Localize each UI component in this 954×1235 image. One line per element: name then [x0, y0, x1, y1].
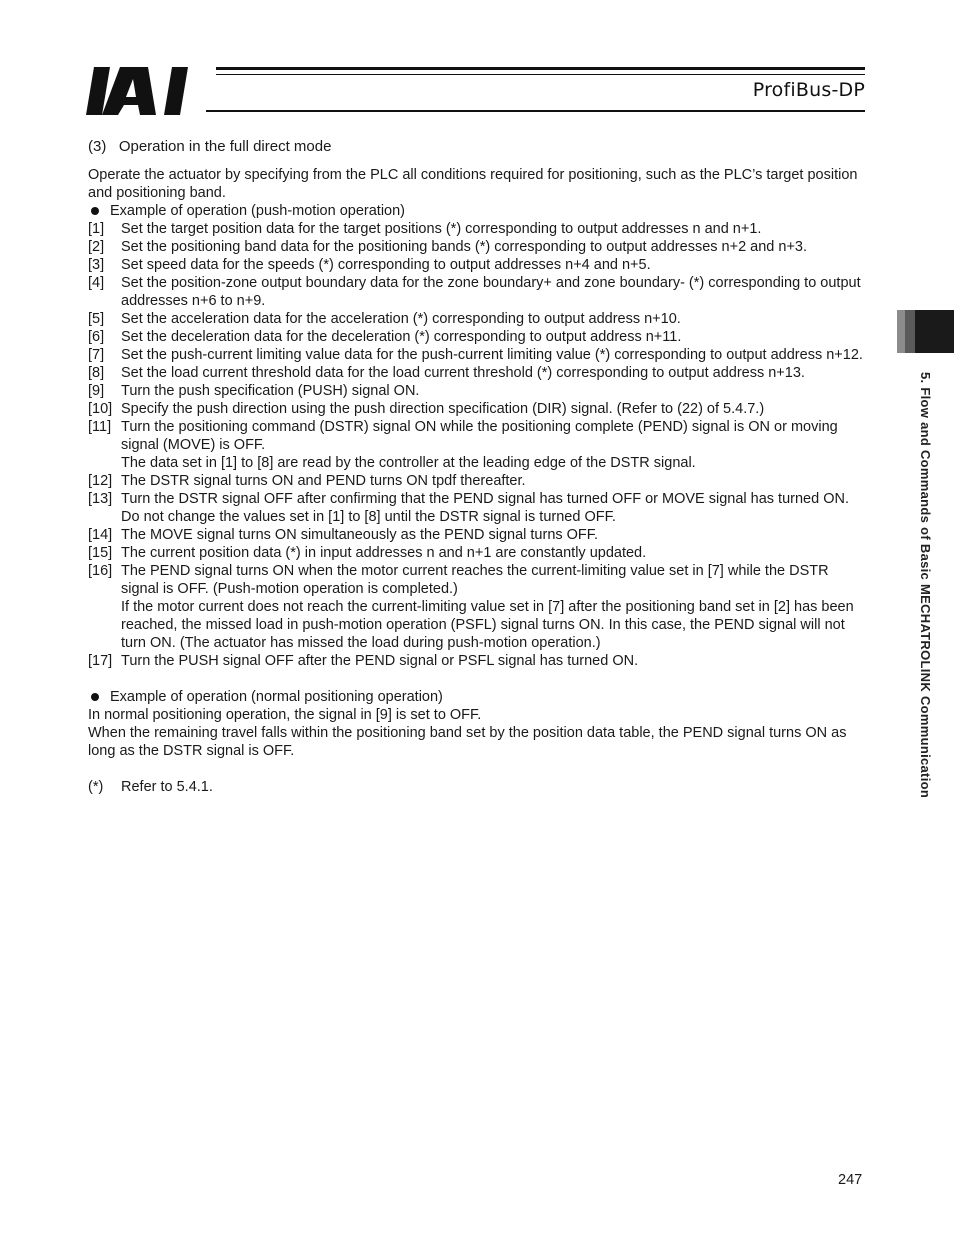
step-item [88, 472, 868, 490]
step-number: [7] [88, 347, 105, 363]
step-number: [1] [88, 221, 105, 237]
header-rule-top [216, 67, 865, 70]
footnote [88, 778, 868, 796]
step-number: [8] [88, 365, 105, 381]
bullet-icon [88, 688, 110, 706]
product-name: ProfiBus-DP [752, 79, 865, 101]
step-item [88, 652, 868, 670]
step-item [88, 328, 868, 346]
step-text: The current position data (*) in input addresses n and n+1 are constantly updated. [121, 545, 647, 561]
step-text: Turn the PUSH signal OFF after the PEND signal or PSFL signal has turned ON. [121, 653, 639, 669]
example-normal-heading [88, 688, 868, 706]
step-text: The DSTR signal turns ON and PEND turns ON tpdf thereafter. [121, 473, 526, 489]
step-item [88, 274, 868, 310]
chapter-side-label: 5. Flow and Commands of Basic MECHATROLINK Communication [918, 372, 933, 799]
normal-paragraph-1: In normal positioning operation, the signal in [9] is set to OFF. [88, 707, 482, 723]
step-text: Set the positioning band data for the positioning bands (*) corresponding to output addresses n+2 and n+3. [121, 239, 808, 255]
step-text: Set the position-zone output boundary data for the zone boundary+ and zone boundary- (*) corresponding to output addresses n+6 to n+9. [121, 275, 861, 309]
step-item [88, 364, 868, 382]
step-number: [4] [88, 275, 105, 291]
step-number: [12] [88, 473, 113, 489]
step-item [88, 490, 868, 526]
step-text: Set the acceleration data for the acceleration (*) corresponding to output address n+10. [121, 311, 681, 327]
step-number: [14] [88, 527, 113, 543]
step-item [88, 310, 868, 328]
normal-paragraph-2: When the remaining travel falls within the positioning band set by the position data table, the PEND signal turns ON as long as the DSTR signal is OFF. [88, 725, 847, 759]
step-text: Set the load current threshold data for the load current threshold (*) corresponding to output address n+13. [121, 365, 805, 381]
step-item [88, 346, 868, 364]
step-item [88, 562, 868, 598]
step-item [88, 418, 868, 454]
section-title: (3) Operation in the full direct mode [88, 138, 332, 155]
step-number: [15] [88, 545, 113, 561]
step-item [88, 526, 868, 544]
step-item [88, 220, 868, 238]
header-rule-bottom [206, 110, 865, 112]
step-text: The PEND signal turns ON when the motor current reaches the current-limiting value set in [7] while the DSTR signal is OFF. (Push-motion operation is completed.) [121, 563, 829, 597]
step-number: [9] [88, 383, 105, 399]
step-text: Set speed data for the speeds (*) corresponding to output addresses n+4 and n+5. [121, 257, 651, 273]
step-text: Turn the push specification (PUSH) signal ON. [121, 383, 420, 399]
step-number: [10] [88, 401, 113, 417]
step-number: [3] [88, 257, 105, 273]
step-text: Set the push-current limiting value data for the push-current limiting value (*) corresponding to output address n+12. [121, 347, 863, 363]
footnote-text: Refer to 5.4.1. [121, 779, 213, 795]
step-text: Specify the push direction using the push direction specification (DIR) signal. (Refer to (22) of 5.4.7.) [121, 401, 765, 417]
step-item [88, 382, 868, 400]
step-number: [2] [88, 239, 105, 255]
step-number: [13] [88, 491, 113, 507]
header-rule-thin [216, 74, 865, 75]
bullet-icon [88, 202, 110, 220]
step-text: Turn the positioning command (DSTR) signal ON while the positioning complete (PEND) signal is ON or moving signal (MOVE) is OFF. [121, 419, 838, 453]
step-number: [16] [88, 563, 113, 579]
step-text: Set the target position data for the target positions (*) corresponding to output addresses n and n+1. [121, 221, 762, 237]
step-item [88, 400, 868, 418]
intro-paragraph: Operate the actuator by specifying from the PLC all conditions required for positioning, such as the PLC’s target position and positioning band. [88, 167, 858, 201]
document-body [88, 166, 868, 796]
chapter-tab [897, 310, 954, 353]
footnote-mark: (*) [88, 779, 104, 795]
page-number: 247 [838, 1172, 863, 1188]
step-number: [17] [88, 653, 113, 669]
step-item [88, 256, 868, 274]
iai-logo [86, 67, 208, 115]
step-note: If the motor current does not reach the current-limiting value set in [7] after the positioning band set in [2] has been reached, the missed load in push-motion operation (PSFL) signal turns ON. In this case, the PEND signal will not turn ON. (The actuator has missed the load during push-motion operation.) [121, 599, 854, 651]
step-text: Turn the DSTR signal OFF after confirming that the PEND signal has turned OFF or MOVE signal has turned ON. Do not change the values set in [1] to [8] until the DSTR signal is turned OFF. [121, 491, 849, 525]
step-number: [11] [88, 419, 112, 435]
example-normal-title: Example of operation (normal positioning operation) [110, 689, 443, 705]
step-text: The MOVE signal turns ON simultaneously as the PEND signal turns OFF. [121, 527, 599, 543]
example-push-heading [88, 202, 868, 220]
example-push-title: Example of operation (push-motion operation) [110, 203, 405, 219]
step-note: The data set in [1] to [8] are read by the controller at the leading edge of the DSTR signal. [121, 455, 696, 471]
step-item [88, 544, 868, 562]
step-number: [6] [88, 329, 105, 345]
step-text: Set the deceleration data for the deceleration (*) corresponding to output address n+11. [121, 329, 682, 345]
step-list [88, 220, 868, 670]
step-number: [5] [88, 311, 105, 327]
step-item [88, 238, 868, 256]
